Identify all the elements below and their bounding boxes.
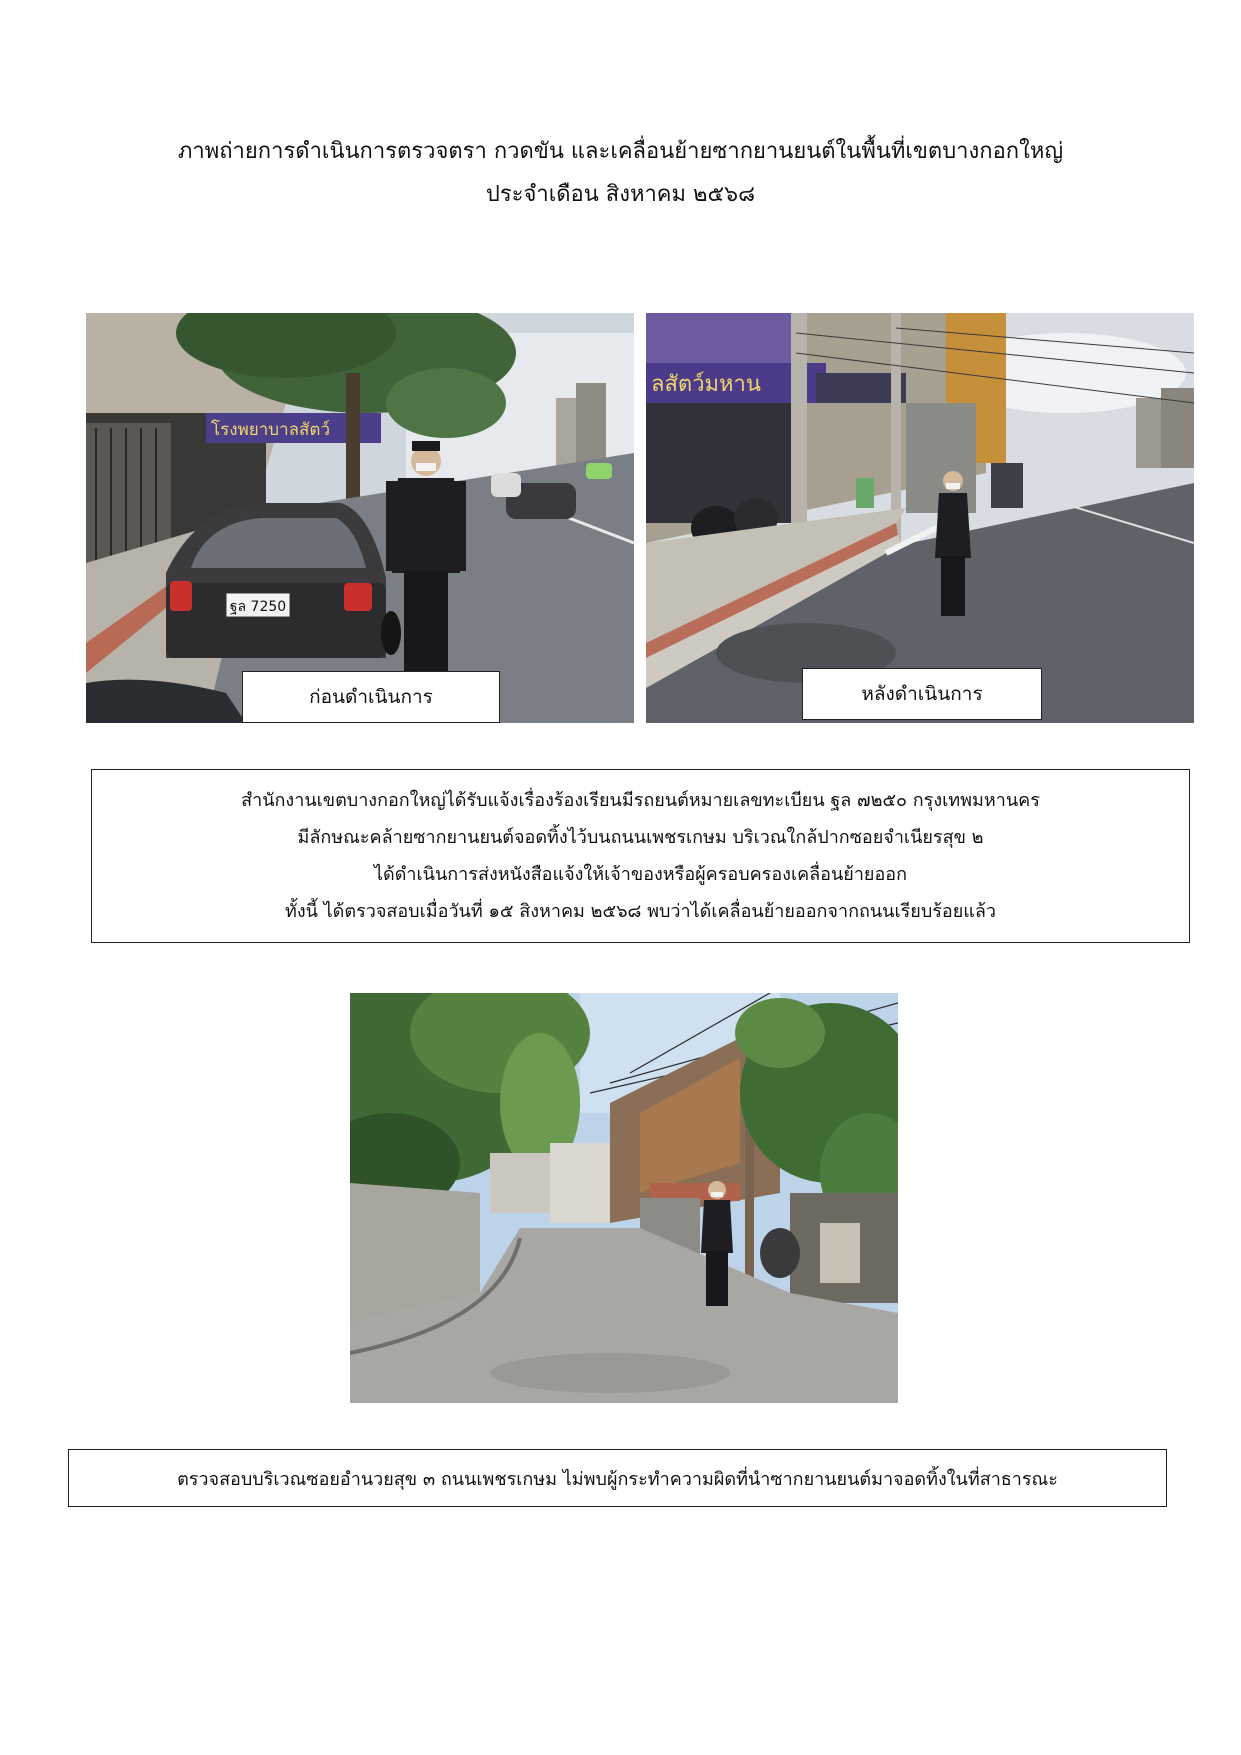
page-subtitle: ประจำเดือน สิงหาคม ๒๕๖๘ — [485, 182, 756, 207]
page-title: ภาพถ่ายการดำเนินการตรวจตรา กวดขัน และเคลื่อนย้ายซากยานยนต์ในพื้นที่เขตบางกอกใหญ่ — [177, 139, 1064, 164]
case1-description-line-1: สำนักงานเขตบางกอกใหญ่ได้รับแจ้งเรื่องร้องเรียนมีรถยนต์หมายเลขทะเบียน ฐล ๗๒๕๐ กรุงเทพมหานคร — [241, 790, 1040, 811]
before-caption: ก่อนดำเนินการ — [242, 671, 500, 723]
inspection-photo — [350, 993, 898, 1403]
case1-description-line-4: ทั้งนี้ ได้ตรวจสอบเมื่อวันที่ ๑๕ สิงหาคม ๒๕๖๘ พบว่าได้เคลื่อนย้ายออกจากถนนเรียบร้อยแล้ว — [284, 901, 997, 922]
before-photo — [86, 313, 634, 723]
shop-sign-left: โรงพยาบาลสัตว์ — [211, 420, 330, 440]
before-photo-scene — [86, 313, 634, 723]
case2-description: ตรวจสอบบริเวณซอยอำนวยสุข ๓ ถนนเพชรเกษม ไม่พบผู้กระทำความผิดที่นำซากยานยนต์มาจอดทิ้งในที่สาธารณะ — [177, 1468, 1058, 1490]
case1-description-line-3: ได้ดำเนินการส่งหนังสือแจ้งให้เจ้าของหรือผู้ครอบครองเคลื่อนย้ายออก — [373, 864, 907, 885]
shop-sign-right: ลสัตว์มหาน — [651, 372, 761, 397]
case2-description-box — [68, 1449, 1167, 1507]
after-caption: หลังดำเนินการ — [802, 668, 1042, 720]
case1-description-line-2: มีลักษณะคล้ายซากยานยนต์จอดทิ้งไว้บนถนนเพชรเกษม บริเวณใกล้ปากซอยจำเนียรสุข ๒ — [297, 827, 984, 848]
after-photo-scene — [646, 313, 1194, 723]
license-plate: ฐล 7250 — [229, 599, 287, 615]
case1-description-box — [91, 769, 1190, 943]
inspection-photo-scene — [350, 993, 898, 1403]
after-photo — [646, 313, 1194, 723]
